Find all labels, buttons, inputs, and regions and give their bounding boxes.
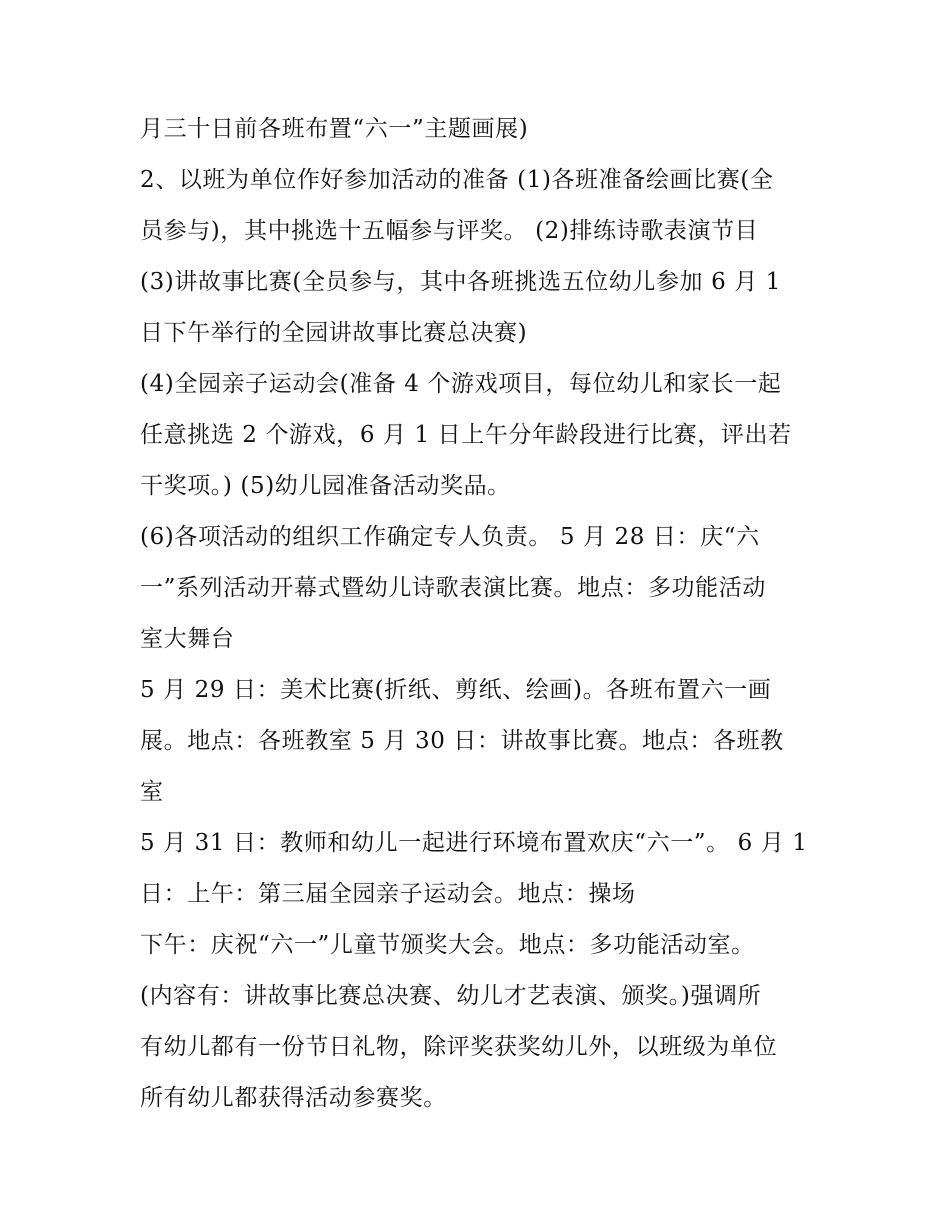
text-line: (内容有：讲故事比赛总决赛、幼儿才艺表演、颁奖。)强调所 <box>140 983 762 1009</box>
document-body <box>140 104 830 1124</box>
text-line: 一”系列活动开幕式暨幼儿诗歌表演比赛。地点：多功能活动 <box>140 575 766 601</box>
text-line: 所有幼儿都获得活动参赛奖。 <box>140 1085 447 1111</box>
text-line: 干奖项。) (5)幼儿园准备活动奖品。 <box>140 473 511 499</box>
text-line: 展。地点：各班教室 5 月 30 日：讲故事比赛。地点：各班教 <box>140 728 784 754</box>
text-line: (6)各项活动的组织工作确定专人负责。 5 月 28 日：庆“六 <box>140 524 760 550</box>
text-line: 日：上午：第三届全园亲子运动会。地点：操场 <box>140 881 636 907</box>
text-line: 5 月 29 日：美术比赛(折纸、剪纸、绘画)。各班布置六一画 <box>140 677 772 703</box>
text-line: (4)全园亲子运动会(准备 4 个游戏项目，每位幼儿和家长一起 <box>140 371 782 397</box>
text-line: 5 月 31 日：教师和幼儿一起进行环境布置欢庆“六一”。 6 月 1 <box>140 830 808 856</box>
text-line: 月三十日前各班布置“六一”主题画展) <box>140 116 529 142</box>
text-line: 2、以班为单位作好参加活动的准备 (1)各班准备绘画比赛(全 <box>140 167 774 193</box>
text-line: 室大舞台 <box>140 626 235 652</box>
text-line: 日下午举行的全园讲故事比赛总决赛) <box>140 320 528 346</box>
text-line: 有幼儿都有一份节日礼物，除评奖获奖幼儿外，以班级为单位 <box>140 1034 778 1060</box>
text-line: 下午：庆祝“六一”儿童节颁奖大会。地点：多功能活动室。 <box>140 932 755 958</box>
text-line: 室 <box>140 779 164 805</box>
text-line: 任意挑选 2 个游戏，6 月 1 日上午分年龄段进行比赛，评出若 <box>140 422 792 448</box>
text-line: 员参与)，其中挑选十五幅参与评奖。 (2)排练诗歌表演节目 <box>140 218 759 244</box>
text-line: (3)讲故事比赛(全员参与，其中各班挑选五位幼儿参加 6 月 1 <box>140 269 781 295</box>
